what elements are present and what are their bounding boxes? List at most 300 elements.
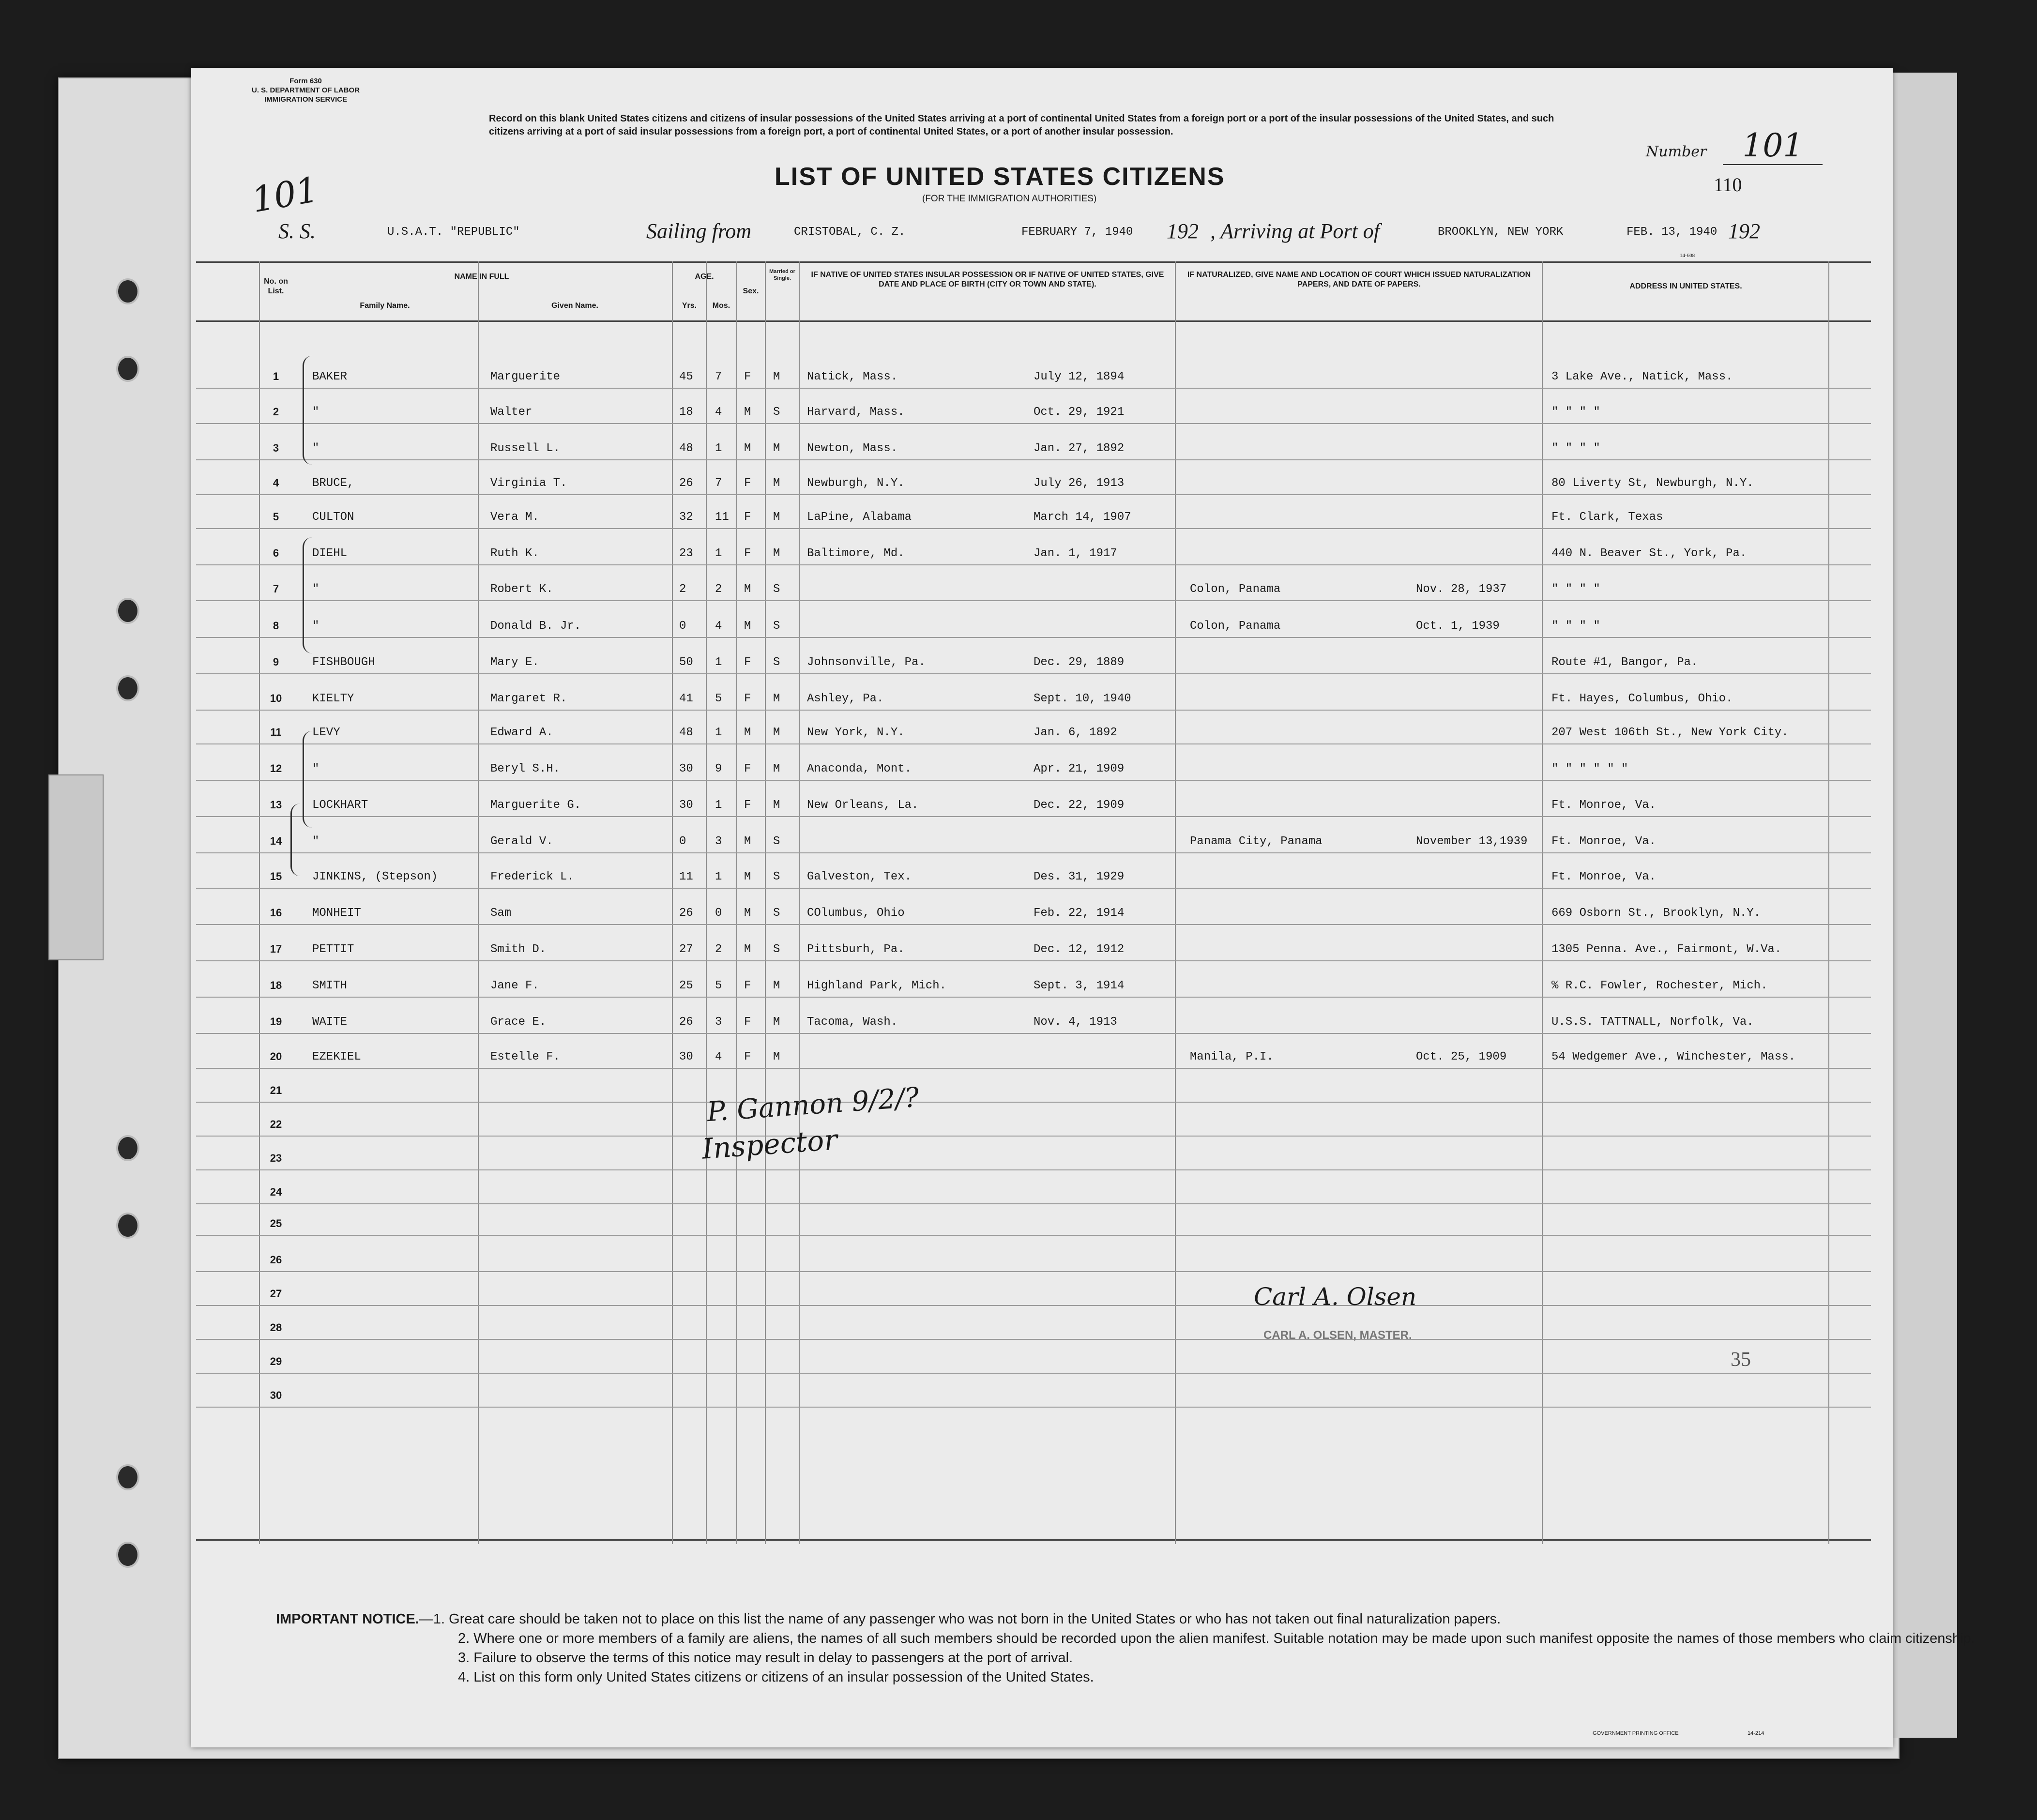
empty-row-number: 23: [270, 1152, 282, 1164]
age-years: 32: [679, 511, 693, 524]
row-number: 9: [273, 656, 279, 668]
row-rule: [196, 1033, 1871, 1034]
age-years: 26: [679, 907, 693, 920]
record-instructions: Record on this blank United States citizens and citizens of insular possessions of the United States arriving at a port of continental United States from a foreign port or a port of the insular possessions of the United States, and such citizens arriving at a port of said insular possessions from a foreign port, a port of continental United States, or a port of another insular possession.: [489, 113, 1554, 137]
birthplace: Highland Park, Mich.: [807, 979, 947, 992]
age-months: 1: [715, 547, 722, 560]
sex: M: [744, 907, 751, 920]
row-number: 3: [273, 442, 279, 454]
birthdate: Dec. 29, 1889: [1034, 656, 1125, 669]
given-name: Sam: [490, 907, 512, 920]
sex: F: [744, 656, 751, 669]
marital-status: S: [773, 870, 780, 883]
row-number: 8: [273, 620, 279, 632]
row-number: 15: [270, 870, 282, 882]
row-rule: [196, 1339, 1871, 1340]
birthplace: Newton, Mass.: [807, 442, 898, 455]
birthplace: New York, N.Y.: [807, 726, 905, 739]
row-number: 11: [270, 726, 282, 738]
given-name: Vera M.: [490, 511, 539, 524]
row-rule: [196, 1305, 1871, 1306]
address: " " " " " ": [1551, 762, 1628, 775]
address: Ft. Monroe, Va.: [1551, 870, 1657, 883]
age-years: 0: [679, 620, 686, 633]
empty-row-number: 26: [270, 1254, 282, 1266]
sex: M: [744, 620, 751, 633]
birthdate: Des. 31, 1929: [1034, 870, 1125, 883]
address: " " " ": [1551, 620, 1600, 633]
row-rule: [196, 1102, 1871, 1103]
binder-hole-icon: [116, 1213, 139, 1239]
marital-status: S: [773, 907, 780, 920]
age-years: 50: [679, 656, 693, 669]
row-rule: [196, 564, 1871, 565]
empty-row-number: 24: [270, 1186, 282, 1198]
age-months: 11: [715, 511, 729, 524]
col-family-name: Family Name.: [360, 302, 410, 310]
col-married-single: Married or Single.: [769, 269, 795, 281]
birthdate: Jan. 1, 1917: [1034, 547, 1117, 560]
notice-item-1: [276, 1609, 1997, 1629]
family-name: ": [312, 406, 319, 419]
row-rule: [196, 1068, 1871, 1069]
given-name: Robert K.: [490, 583, 553, 596]
sex: M: [744, 726, 751, 739]
given-name: Ruth K.: [490, 547, 539, 560]
family-name: BRUCE,: [312, 477, 354, 490]
row-number: 4: [273, 477, 279, 489]
age-years: 30: [679, 799, 693, 812]
col-yrs: Yrs.: [682, 302, 697, 310]
age-months: 9: [715, 762, 722, 775]
row-number: 19: [270, 1016, 282, 1028]
form-department: [252, 76, 360, 104]
address: 3 Lake Ave., Natick, Mass.: [1551, 370, 1733, 383]
torn-paper-edge: [48, 774, 104, 960]
gpo-code: 14-608: [1680, 253, 1695, 258]
row-number: 12: [270, 762, 282, 774]
birthplace: Anaconda, Mont.: [807, 762, 912, 775]
col-age: AGE.: [695, 273, 714, 281]
address: U.S.S. TATTNALL, Norfolk, Va.: [1551, 1016, 1754, 1029]
family-name: LEVY: [312, 726, 340, 739]
given-name: Marguerite: [490, 370, 561, 383]
marital-status: M: [773, 762, 780, 775]
age-years: 0: [679, 835, 686, 848]
given-name: Walter: [490, 406, 532, 419]
col-naturalized: IF NATURALIZED, GIVE NAME AND LOCATION OF COURT WHICH ISSUED NATURALIZATION PAPERS, AND DATE OF PAPERS.: [1187, 271, 1531, 288]
row-number: 2: [273, 406, 279, 418]
naturalization-date: Oct. 1, 1939: [1416, 620, 1500, 633]
birthplace: Pittsburh, Pa.: [807, 943, 905, 956]
row-number: 5: [273, 511, 279, 523]
notice-heading: IMPORTANT NOTICE.: [276, 1611, 419, 1627]
given-name: Frederick L.: [490, 870, 574, 883]
age-months: 1: [715, 442, 722, 455]
age-months: 1: [715, 656, 722, 669]
address: Ft. Monroe, Va.: [1551, 799, 1657, 812]
marital-status: M: [773, 442, 780, 455]
family-name: WAITE: [312, 1016, 348, 1029]
address: Ft. Hayes, Columbus, Ohio.: [1551, 692, 1733, 705]
family-name: JINKINS, (Stepson): [312, 870, 438, 883]
age-years: 26: [679, 477, 693, 490]
given-name: Gerald V.: [490, 835, 553, 848]
row-rule: [196, 780, 1871, 781]
notice-text-1: —1. Great care should be taken not to place on this list the name of any passenger who was not born in the United States or who has not taken out final naturalization papers.: [419, 1611, 1501, 1627]
marital-status: S: [773, 406, 780, 419]
naturalization-place: Panama City, Panama: [1190, 835, 1323, 848]
naturalization-place: Colon, Panama: [1190, 620, 1281, 633]
row-rule: [196, 1203, 1871, 1204]
family-name: DIEHL: [312, 547, 348, 560]
empty-row-number: 29: [270, 1355, 282, 1367]
marital-status: M: [773, 1016, 780, 1029]
age-months: 5: [715, 979, 722, 992]
family-brace: [303, 537, 315, 653]
given-name: Margaret R.: [490, 692, 567, 705]
col-sex: Sex.: [743, 287, 759, 295]
birthplace: LaPine, Alabama: [807, 511, 912, 524]
number-label: Number: [1646, 143, 1707, 160]
birthdate: Sept. 3, 1914: [1034, 979, 1125, 992]
page-stamp: 110: [1714, 174, 1742, 196]
birthdate: Nov. 4, 1913: [1034, 1016, 1117, 1029]
printing-office: GOVERNMENT PRINTING OFFICE: [1593, 1730, 1679, 1736]
birthplace: COlumbus, Ohio: [807, 907, 905, 920]
birthplace: Ashley, Pa.: [807, 692, 884, 705]
family-name: ": [312, 835, 319, 848]
naturalization-date: Nov. 28, 1937: [1416, 583, 1507, 596]
age-months: 4: [715, 406, 722, 419]
age-months: 2: [715, 943, 722, 956]
age-months: 1: [715, 726, 722, 739]
address: 80 Liverty St, Newburgh, N.Y.: [1551, 477, 1754, 490]
printing-code: 14-214: [1748, 1730, 1764, 1736]
age-months: 4: [715, 620, 722, 633]
sex: F: [744, 547, 751, 560]
page-title: LIST OF UNITED STATES CITIZENS: [775, 163, 1225, 191]
given-name: Edward A.: [490, 726, 553, 739]
year-suffix-2: 192: [1728, 219, 1760, 243]
row-number: 20: [270, 1050, 282, 1062]
age-years: 2: [679, 583, 686, 596]
empty-row-number: 25: [270, 1217, 282, 1229]
family-brace: [290, 804, 303, 876]
family-name: ": [312, 583, 319, 596]
sex: M: [744, 943, 751, 956]
master-stamp: CARL A. OLSEN, MASTER.: [1263, 1329, 1412, 1342]
department-name: U. S. DEPARTMENT OF LABOR: [252, 86, 360, 94]
row-rule: [196, 1235, 1871, 1236]
form-number: Form 630: [289, 77, 322, 85]
notice-item-4: 4. List on this form only United States citizens or citizens of an insular possession of the United States.: [458, 1669, 1094, 1685]
row-rule: [196, 1373, 1871, 1374]
given-name: Russell L.: [490, 442, 561, 455]
birthplace: Johnsonville, Pa.: [807, 656, 926, 669]
given-name: Virginia T.: [490, 477, 567, 490]
empty-row-number: 21: [270, 1084, 282, 1096]
family-name: KIELTY: [312, 692, 354, 705]
ss-label: S. S.: [278, 219, 316, 243]
arriving-port: BROOKLYN, NEW YORK: [1438, 226, 1564, 239]
address: 54 Wedgemer Ave., Winchester, Mass.: [1551, 1050, 1796, 1063]
address: " " " ": [1551, 583, 1600, 596]
age-years: 18: [679, 406, 693, 419]
sex: F: [744, 762, 751, 775]
sex: F: [744, 692, 751, 705]
notice-item-2: 2. Where one or more members of a family are aliens, the names of all such members should be recorded upon the alien manifest. Suitable notation may be made upon such manifest opposite the names of those members who claim citizenship.: [458, 1631, 1975, 1646]
age-months: 4: [715, 1050, 722, 1063]
address: % R.C. Fowler, Rochester, Mich.: [1551, 979, 1768, 992]
arriving-date: FEB. 13, 1940: [1627, 226, 1718, 239]
row-number: 14: [270, 835, 282, 847]
age-years: 48: [679, 726, 693, 739]
passenger-table: [196, 261, 1871, 1544]
naturalization-date: November 13,1939: [1416, 835, 1528, 848]
naturalization-place: Colon, Panama: [1190, 583, 1281, 596]
birthdate: Apr. 21, 1909: [1034, 762, 1125, 775]
row-number: 7: [273, 583, 279, 595]
row-number: 13: [270, 799, 282, 811]
naturalization-date: Oct. 25, 1909: [1416, 1050, 1507, 1063]
birthdate: Feb. 22, 1914: [1034, 907, 1125, 920]
birthdate: March 14, 1907: [1034, 511, 1131, 524]
notice-item-3: 3. Failure to observe the terms of this notice may result in delay to passengers at the port of arrival.: [458, 1650, 1073, 1666]
page-small-number: 35: [1731, 1349, 1751, 1371]
marital-status: M: [773, 477, 780, 490]
inspector-title: Inspector: [700, 1123, 838, 1166]
year-suffix: 192: [1167, 219, 1199, 243]
sex: F: [744, 1050, 751, 1063]
binder-hole-icon: [116, 356, 139, 382]
family-name: ": [312, 442, 319, 455]
row-number: 1: [273, 370, 279, 382]
row-rule: [196, 1271, 1871, 1272]
row-rule: [196, 1407, 1871, 1408]
given-name: Grace E.: [490, 1016, 547, 1029]
address: " " " ": [1551, 406, 1600, 419]
birthplace: New Orleans, La.: [807, 799, 919, 812]
age-years: 30: [679, 762, 693, 775]
marital-status: M: [773, 511, 780, 524]
empty-row-number: 27: [270, 1288, 282, 1300]
empty-row-number: 28: [270, 1321, 282, 1334]
address: Ft. Monroe, Va.: [1551, 835, 1657, 848]
age-years: 41: [679, 692, 693, 705]
age-months: 7: [715, 370, 722, 383]
family-name: ": [312, 762, 319, 775]
sex: M: [744, 406, 751, 419]
age-months: 5: [715, 692, 722, 705]
marital-status: M: [773, 370, 780, 383]
row-rule: [196, 710, 1871, 711]
marital-status: S: [773, 656, 780, 669]
address: 1305 Penna. Ave., Fairmont, W.Va.: [1551, 943, 1782, 956]
address: 440 N. Beaver St., York, Pa.: [1551, 547, 1747, 560]
sex: M: [744, 870, 751, 883]
marital-status: M: [773, 692, 780, 705]
family-name: ": [312, 620, 319, 633]
col-no: No. on List.: [264, 277, 288, 295]
marital-status: S: [773, 835, 780, 848]
sex: F: [744, 477, 751, 490]
row-number: 16: [270, 907, 282, 919]
col-name-in-full: NAME IN FULL: [454, 273, 509, 281]
row-rule: [196, 388, 1871, 389]
family-name: CULTON: [312, 511, 354, 524]
address: Route #1, Bangor, Pa.: [1551, 656, 1698, 669]
family-name: FISHBOUGH: [312, 656, 375, 669]
birthdate: Jan. 27, 1892: [1034, 442, 1125, 455]
age-years: 23: [679, 547, 693, 560]
sex: F: [744, 370, 751, 383]
birthdate: Dec. 22, 1909: [1034, 799, 1125, 812]
marital-status: M: [773, 1050, 780, 1063]
given-name: Mary E.: [490, 656, 539, 669]
family-name: BAKER: [312, 370, 348, 383]
sex: F: [744, 979, 751, 992]
row-rule: [196, 673, 1871, 674]
row-rule: [196, 888, 1871, 889]
age-months: 1: [715, 870, 722, 883]
family-name: LOCKHART: [312, 799, 368, 812]
birthdate: Dec. 12, 1912: [1034, 943, 1125, 956]
col-mos: Mos.: [712, 302, 730, 310]
ship-name: U.S.A.T. "REPUBLIC": [387, 226, 520, 239]
sex: F: [744, 511, 751, 524]
given-name: Marguerite G.: [490, 799, 581, 812]
age-months: 7: [715, 477, 722, 490]
row-rule: [196, 960, 1871, 961]
master-signature: Carl A. Olsen: [1254, 1283, 1417, 1311]
inspector-signature: P. Gannon 9/2/?: [706, 1081, 920, 1128]
row-number: 17: [270, 943, 282, 955]
sex: M: [744, 835, 751, 848]
family-brace: [303, 356, 315, 465]
margin-number: 101: [248, 168, 321, 221]
col-address: ADDRESS IN UNITED STATES.: [1629, 282, 1742, 290]
binder-hole-icon: [116, 1464, 139, 1490]
age-months: 2: [715, 583, 722, 596]
address: Ft. Clark, Texas: [1551, 511, 1663, 524]
birthdate: Oct. 29, 1921: [1034, 406, 1125, 419]
col-native: IF NATIVE OF UNITED STATES INSULAR POSSESSION OR IF NATIVE OF UNITED STATES, GIVE DATE AND PLACE OF BIRTH (CITY OR TOWN AND STATE).: [811, 271, 1164, 288]
binder-hole-icon: [116, 1135, 139, 1161]
binder-hole-icon: [116, 1542, 139, 1568]
address: " " " ": [1551, 442, 1600, 455]
sex: F: [744, 799, 751, 812]
age-months: 3: [715, 835, 722, 848]
birthplace: Natick, Mass.: [807, 370, 898, 383]
row-rule: [196, 528, 1871, 529]
empty-row-number: 22: [270, 1118, 282, 1130]
arriving-label: , Arriving at Port of: [1210, 219, 1380, 243]
row-number: 10: [270, 692, 282, 704]
given-name: Beryl S.H.: [490, 762, 561, 775]
row-rule: [196, 852, 1871, 853]
birthdate: July 26, 1913: [1034, 477, 1125, 490]
age-months: 1: [715, 799, 722, 812]
sex: M: [744, 442, 751, 455]
sex: F: [744, 1016, 751, 1029]
row-rule: [196, 600, 1871, 601]
service-name: IMMIGRATION SERVICE: [264, 95, 348, 104]
family-name: PETTIT: [312, 943, 354, 956]
row-rule: [196, 743, 1871, 744]
given-name: Smith D.: [490, 943, 547, 956]
row-number: 6: [273, 547, 279, 559]
age-years: 30: [679, 1050, 693, 1063]
row-rule: [196, 423, 1871, 424]
age-months: 3: [715, 1016, 722, 1029]
number-field: [1646, 127, 1823, 164]
row-rule: [196, 637, 1871, 638]
row-rule: [196, 1136, 1871, 1137]
sex: M: [744, 583, 751, 596]
marital-status: S: [773, 583, 780, 596]
age-years: 48: [679, 442, 693, 455]
empty-row-number: 30: [270, 1389, 282, 1401]
col-given-name: Given Name.: [551, 302, 598, 310]
address: 669 Osborn St., Brooklyn, N.Y.: [1551, 907, 1761, 920]
age-years: 27: [679, 943, 693, 956]
sailing-from: CRISTOBAL, C. Z.: [794, 226, 906, 239]
birthdate: July 12, 1894: [1034, 370, 1125, 383]
family-name: EZEKIEL: [312, 1050, 361, 1063]
age-months: 0: [715, 907, 722, 920]
age-years: 45: [679, 370, 693, 383]
marital-status: M: [773, 547, 780, 560]
marital-status: M: [773, 979, 780, 992]
row-rule: [196, 494, 1871, 495]
address: 207 West 106th St., New York City.: [1551, 726, 1789, 739]
family-name: SMITH: [312, 979, 348, 992]
row-rule: [196, 1169, 1871, 1170]
given-name: Donald B. Jr.: [490, 620, 581, 633]
family-brace: [303, 731, 315, 828]
page-subtitle: (FOR THE IMMIGRATION AUTHORITIES): [922, 194, 1097, 204]
binder-hole-icon: [116, 278, 139, 304]
birthdate: Jan. 6, 1892: [1034, 726, 1117, 739]
given-name: Jane F.: [490, 979, 539, 992]
given-name: Estelle F.: [490, 1050, 561, 1063]
age-years: 25: [679, 979, 693, 992]
birthplace: Harvard, Mass.: [807, 406, 905, 419]
birthplace: Baltimore, Md.: [807, 547, 905, 560]
marital-status: S: [773, 943, 780, 956]
naturalization-place: Manila, P.I.: [1190, 1050, 1274, 1063]
age-years: 26: [679, 1016, 693, 1029]
binder-hole-icon: [116, 598, 139, 624]
row-rule: [196, 816, 1871, 817]
family-name: MONHEIT: [312, 907, 361, 920]
sailing-date: FEBRUARY 7, 1940: [1021, 226, 1133, 239]
row-number: 18: [270, 979, 282, 991]
sailing-label: Sailing from: [646, 219, 752, 243]
row-rule: [196, 924, 1871, 925]
row-rule: [196, 997, 1871, 998]
marital-status: M: [773, 799, 780, 812]
number-value: 101: [1723, 127, 1823, 165]
birthplace: Galveston, Tex.: [807, 870, 912, 883]
important-notice: [276, 1609, 1997, 1687]
birthplace: Tacoma, Wash.: [807, 1016, 898, 1029]
marital-status: M: [773, 726, 780, 739]
row-rule: [196, 459, 1871, 460]
birthplace: Newburgh, N.Y.: [807, 477, 905, 490]
binder-hole-icon: [116, 675, 139, 701]
